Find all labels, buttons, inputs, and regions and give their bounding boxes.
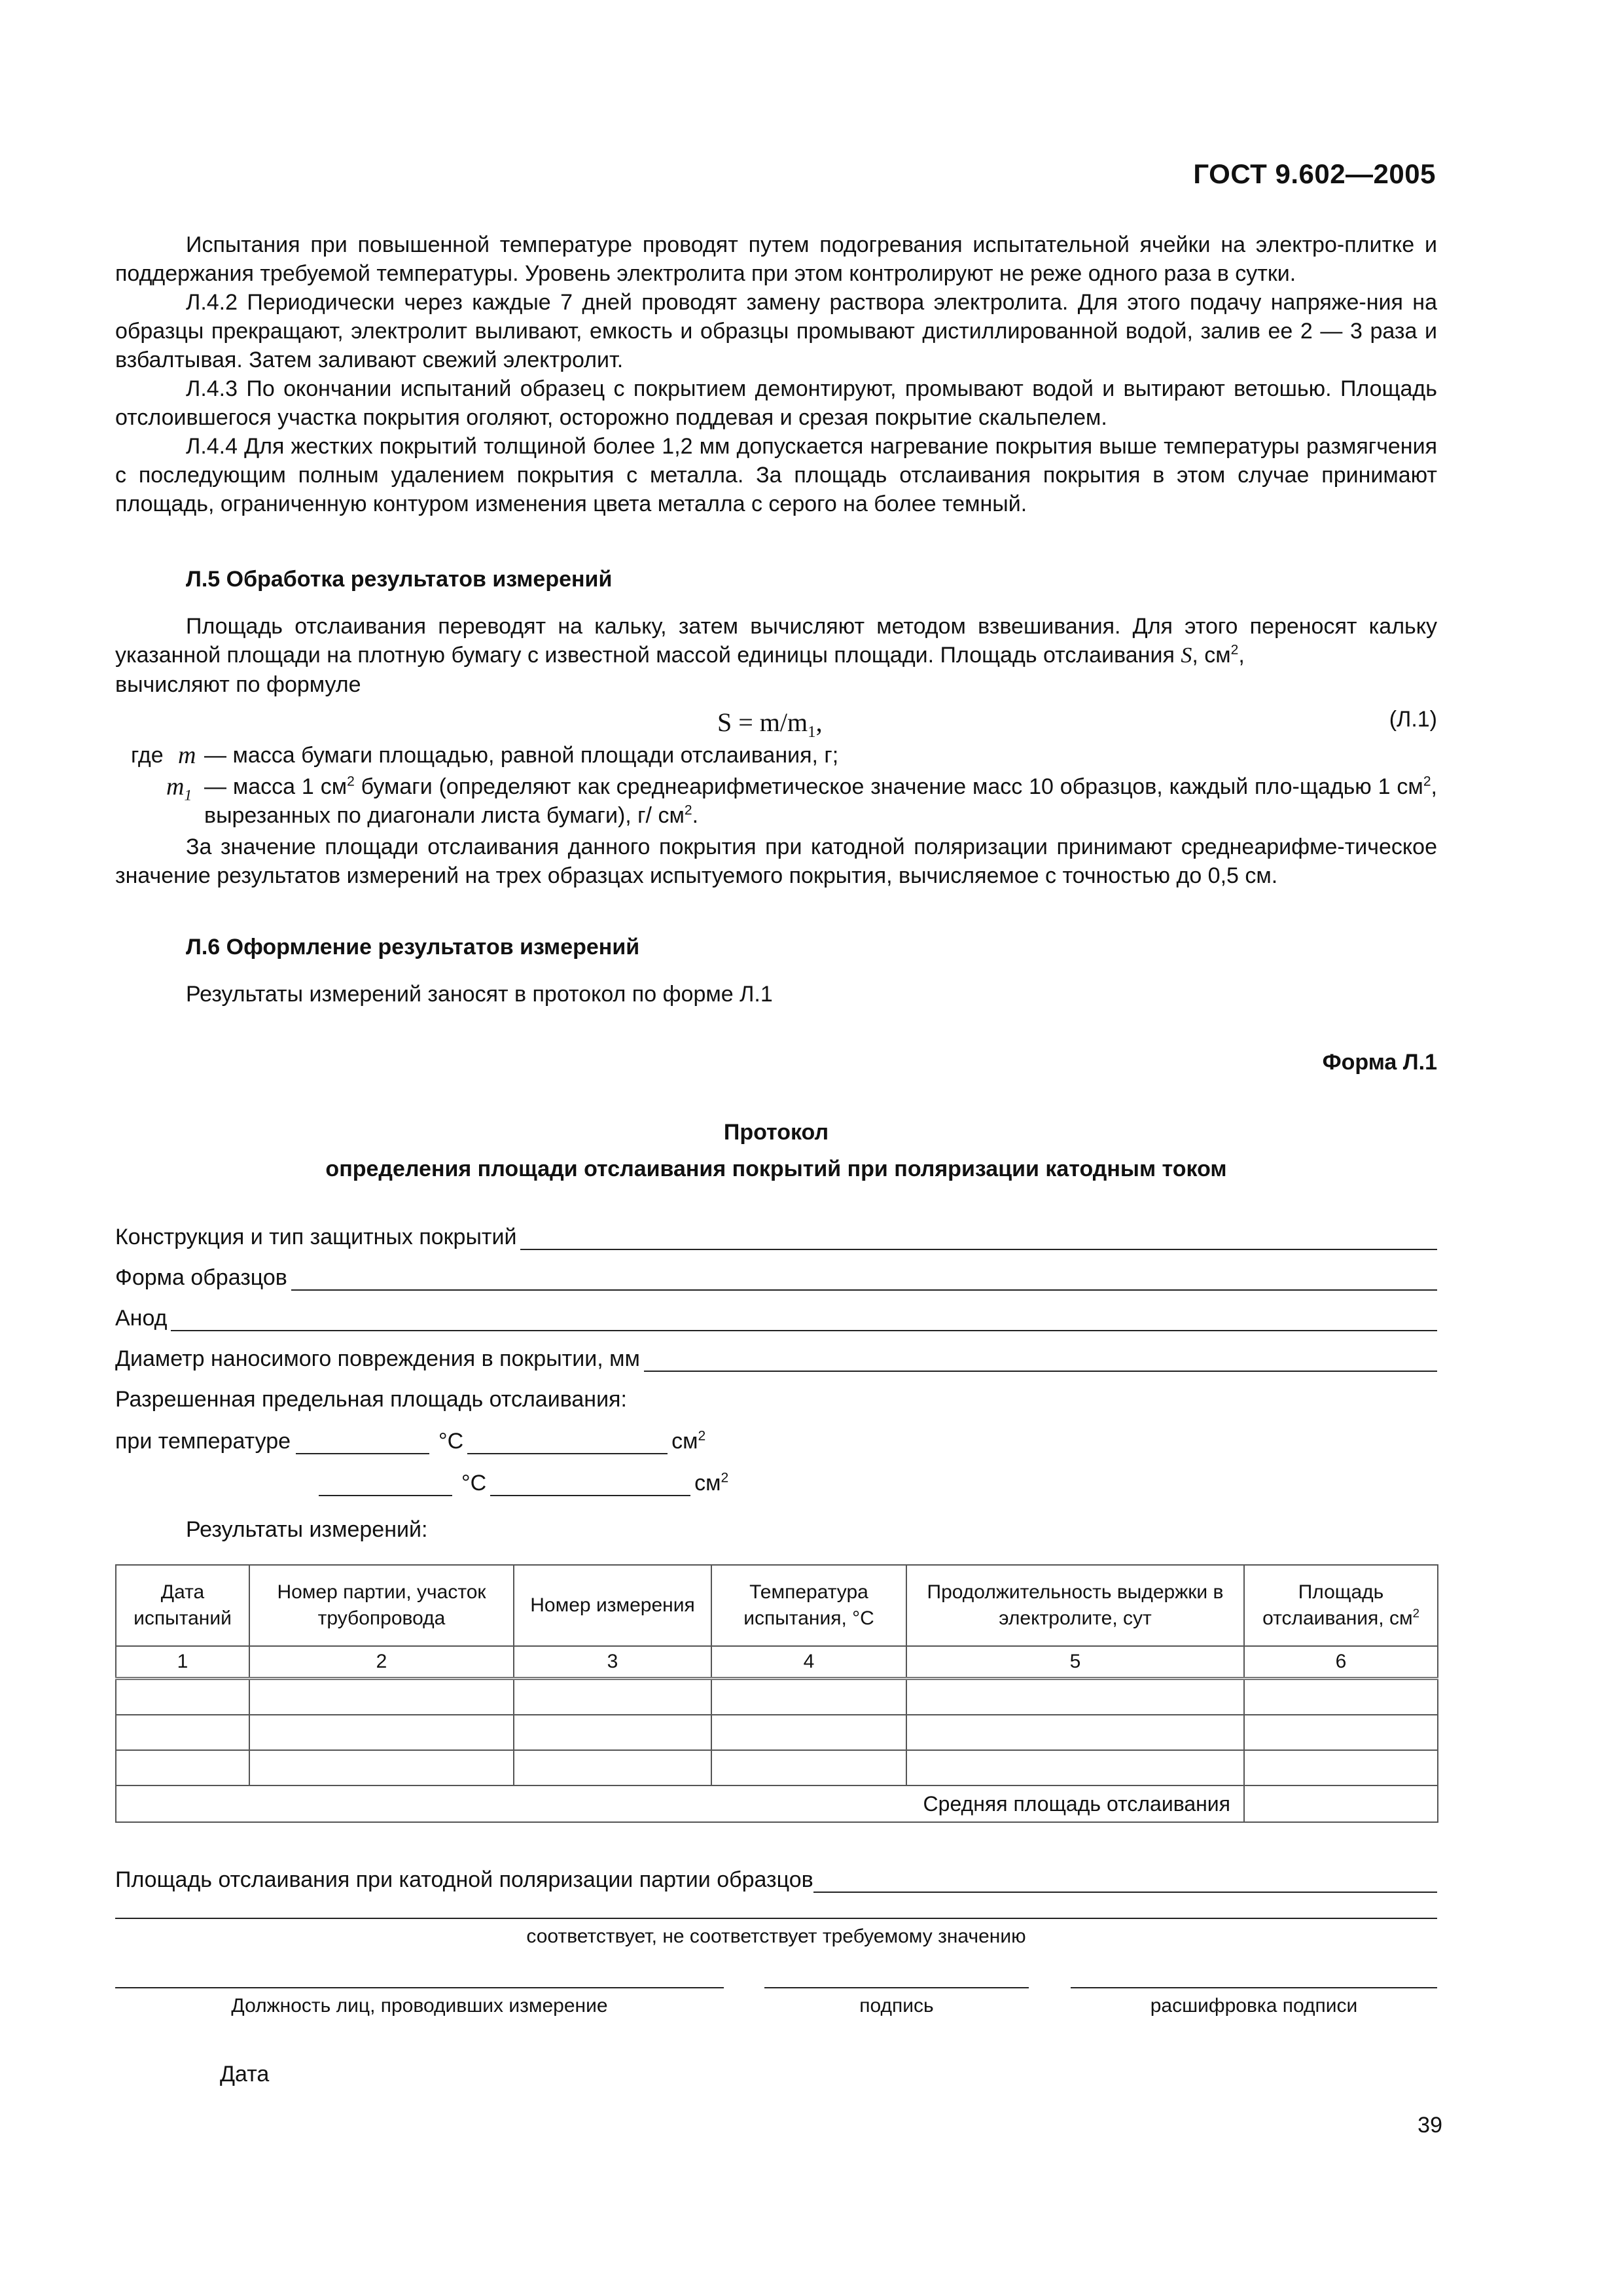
column-number: 1: [116, 1646, 249, 1679]
protocol-title-line-1: Протокол: [723, 1120, 829, 1145]
section-l6-title: Л.6 Оформление результатов измерений: [186, 935, 640, 960]
section-l6-paragraph: Результаты измерений заносят в протокол по форме Л.1: [186, 982, 773, 1007]
caption-signature: подпись: [859, 1995, 934, 2017]
table-number-row: [116, 1646, 1438, 1679]
document-code-header: ГОСТ 9.602—2005: [1193, 158, 1436, 189]
compliance-line[interactable]: [115, 1918, 1437, 1919]
table-cell[interactable]: [711, 1679, 906, 1715]
table-header-row: [116, 1565, 1438, 1646]
where-word: где: [131, 743, 164, 768]
field-shape: Форма образцов: [115, 1250, 1437, 1291]
section-l5-paragraph-1: Площадь отслаивания переводят на кальку, затем вычисляют методом взвешивания. Для этого переносят кальку указанной площади на плотную бумагу с известной массой единицы площади. Площадь отслаивания S, $см^2$,: [115, 614, 1437, 668]
where-m1-line: [115, 772, 1437, 830]
field-diameter: Диаметр наносимого повреждения в покрытии, мм: [115, 1331, 1437, 1372]
average-area-cell[interactable]: [1244, 1785, 1438, 1822]
results-table-wrapper: [115, 1564, 1437, 1823]
table-cell[interactable]: [906, 1750, 1244, 1785]
table-header-cell: Дата испытаний: [116, 1565, 249, 1646]
where-m-text: — масса бумаги площадью, равной площади отслаивания, г;: [204, 743, 839, 768]
protocol-title: [115, 1114, 1437, 1187]
table-cell[interactable]: [514, 1679, 711, 1715]
signature-line[interactable]: [764, 1987, 1029, 1988]
table-header-cell: Температура испытания, °С: [711, 1565, 906, 1646]
table-row: [116, 1715, 1438, 1750]
where-m1-text: — масса 1 $см^2$ бумаги (определяют как среднеарифметическое значение масс 10 образцов, каждый пло-щадью 1 $см^2$, вырезанных по диагонали листа бумаги), г/ $см^2$.: [204, 774, 1437, 828]
decoding-line[interactable]: [1071, 1987, 1437, 1988]
temperature-row-2: °С $см^2$: [115, 1454, 1437, 1496]
table-cell[interactable]: [1244, 1715, 1438, 1750]
protocol-title-line-2: определения площади отслаивания покрытий при поляризации катодным током: [325, 1157, 1227, 1181]
field-anode-line[interactable]: [171, 1308, 1437, 1331]
table-cell[interactable]: [116, 1679, 249, 1715]
area-1-blank[interactable]: [467, 1431, 668, 1454]
conclusion-line: Площадь отслаивания при катодной поляризации партии образцов: [115, 1852, 1437, 1893]
table-header-cell: Номер партии, участок трубопровода: [249, 1565, 514, 1646]
conclusion-line-blank[interactable]: [813, 1869, 1437, 1893]
formula-number: (Л.1): [1389, 707, 1437, 732]
field-shape-line[interactable]: [291, 1267, 1437, 1291]
table-cell[interactable]: [249, 1679, 514, 1715]
temperature-1-blank[interactable]: [296, 1431, 429, 1454]
page-number: 39: [1418, 2113, 1442, 2138]
caption-compliance: соответствует, не соответствует требуемому значению: [526, 1926, 1026, 1947]
table-cell[interactable]: [514, 1715, 711, 1750]
column-number: 2: [249, 1646, 514, 1679]
field-diameter-line[interactable]: [644, 1348, 1437, 1372]
table-cell[interactable]: [906, 1679, 1244, 1715]
section-l5-paragraph-1-end: вычисляют по формуле: [115, 672, 361, 697]
table-cell[interactable]: [711, 1750, 906, 1785]
formula: $S = m/m_1$,: [717, 708, 823, 741]
symbol-m: m: [178, 742, 196, 769]
table-cell[interactable]: [1244, 1750, 1438, 1785]
field-allowed-area: Разрешенная предельная площадь отслаивания:: [115, 1387, 627, 1412]
table-cell[interactable]: [906, 1715, 1244, 1750]
field-anode: Анод: [115, 1291, 1437, 1331]
position-line[interactable]: [115, 1987, 724, 1988]
field-construction-line[interactable]: [520, 1227, 1437, 1250]
field-construction: Конструкция и тип защитных покрытий: [115, 1210, 1437, 1250]
table-cell[interactable]: [514, 1750, 711, 1785]
caption-decoding: расшифровка подписи: [1150, 1995, 1358, 2017]
temperature-2-blank[interactable]: [319, 1473, 452, 1496]
section-l5-title: Л.5 Обработка результатов измерений: [186, 567, 613, 592]
column-number: 3: [514, 1646, 711, 1679]
protocol-fields: [115, 1210, 1437, 1496]
formula-row: [115, 707, 1437, 741]
form-label: Форма Л.1: [1322, 1050, 1437, 1075]
table-cell[interactable]: [249, 1750, 514, 1785]
where-m-line: [115, 741, 1437, 770]
results-label: Результаты измерений:: [186, 1517, 428, 1542]
table-average-row: [116, 1785, 1438, 1822]
table-header-cell: Продолжительность выдержки в электролите, сут: [906, 1565, 1244, 1646]
table-row: [116, 1679, 1438, 1715]
table-cell[interactable]: [1244, 1679, 1438, 1715]
temperature-row-1: при температуре °С $см^2$: [115, 1428, 706, 1454]
column-number: 6: [1244, 1646, 1438, 1679]
conclusion-block: [115, 1852, 1437, 1893]
paragraph-l42: Л.4.2 Периодически через каждые 7 дней проводят замену раствора электролита. Для этого подачу напряже-ния на образцы прекращают, электролит выливают, емкость и образцы промывают дистиллированной водой, залив ее 2 — 3 раза и взбалтывая. Затем заливают свежий электролит.: [115, 290, 1437, 372]
table-header-cell: Площадь отслаивания, $см^2$: [1244, 1565, 1438, 1646]
symbol-m1: $m_1$: [166, 773, 192, 804]
results-table: [115, 1564, 1438, 1823]
section-l5: [115, 567, 1437, 890]
column-number: 4: [711, 1646, 906, 1679]
column-number: 5: [906, 1646, 1244, 1679]
area-2-blank[interactable]: [490, 1473, 690, 1496]
date-label: Дата: [220, 2062, 270, 2087]
paragraph-l44: Л.4.4 Для жестких покрытий толщиной более 1,2 мм допускается нагревание покрытия выше температуры размягчения с последующим полным удалением покрытия с металла. За площадь отслаивания покрытия в этом случае принимают площадь, ограниченную контуром изменения цвета металла с серого на более темный.: [115, 434, 1437, 516]
table-cell[interactable]: [249, 1715, 514, 1750]
table-cell[interactable]: [711, 1715, 906, 1750]
table-row: [116, 1750, 1438, 1785]
table-cell[interactable]: [116, 1750, 249, 1785]
caption-position: Должность лиц, проводивших измерение: [231, 1995, 608, 2017]
table-cell[interactable]: [116, 1715, 249, 1750]
average-area-label: Средняя площадь отслаивания: [116, 1785, 1244, 1822]
paragraph-heating: Испытания при повышенной температуре проводят путем подогревания испытательной ячейки на электро-плитке и поддержания требуемой температуры. Уровень электролита при этом контролируют не реже одного раза в сутки.: [115, 232, 1437, 286]
table-header-cell: Номер измерения: [514, 1565, 711, 1646]
body-text-block: [115, 230, 1437, 518]
paragraph-l43: Л.4.3 По окончании испытаний образец с покрытием демонтируют, промывают водой и вытирают ветошью. Площадь отслоившегося участка покрытия оголяют, осторожно поддевая и срезая покрытие скальпелем.: [115, 376, 1437, 430]
section-l6: [115, 935, 1437, 1009]
section-l5-paragraph-2: За значение площади отслаивания данного покрытия при катодной поляризации принимают среднеарифме-тическое значение результатов измерений на трех образцах испытуемого покрытия, вычисляемое с точностью до 0,5 см.: [115, 834, 1437, 888]
